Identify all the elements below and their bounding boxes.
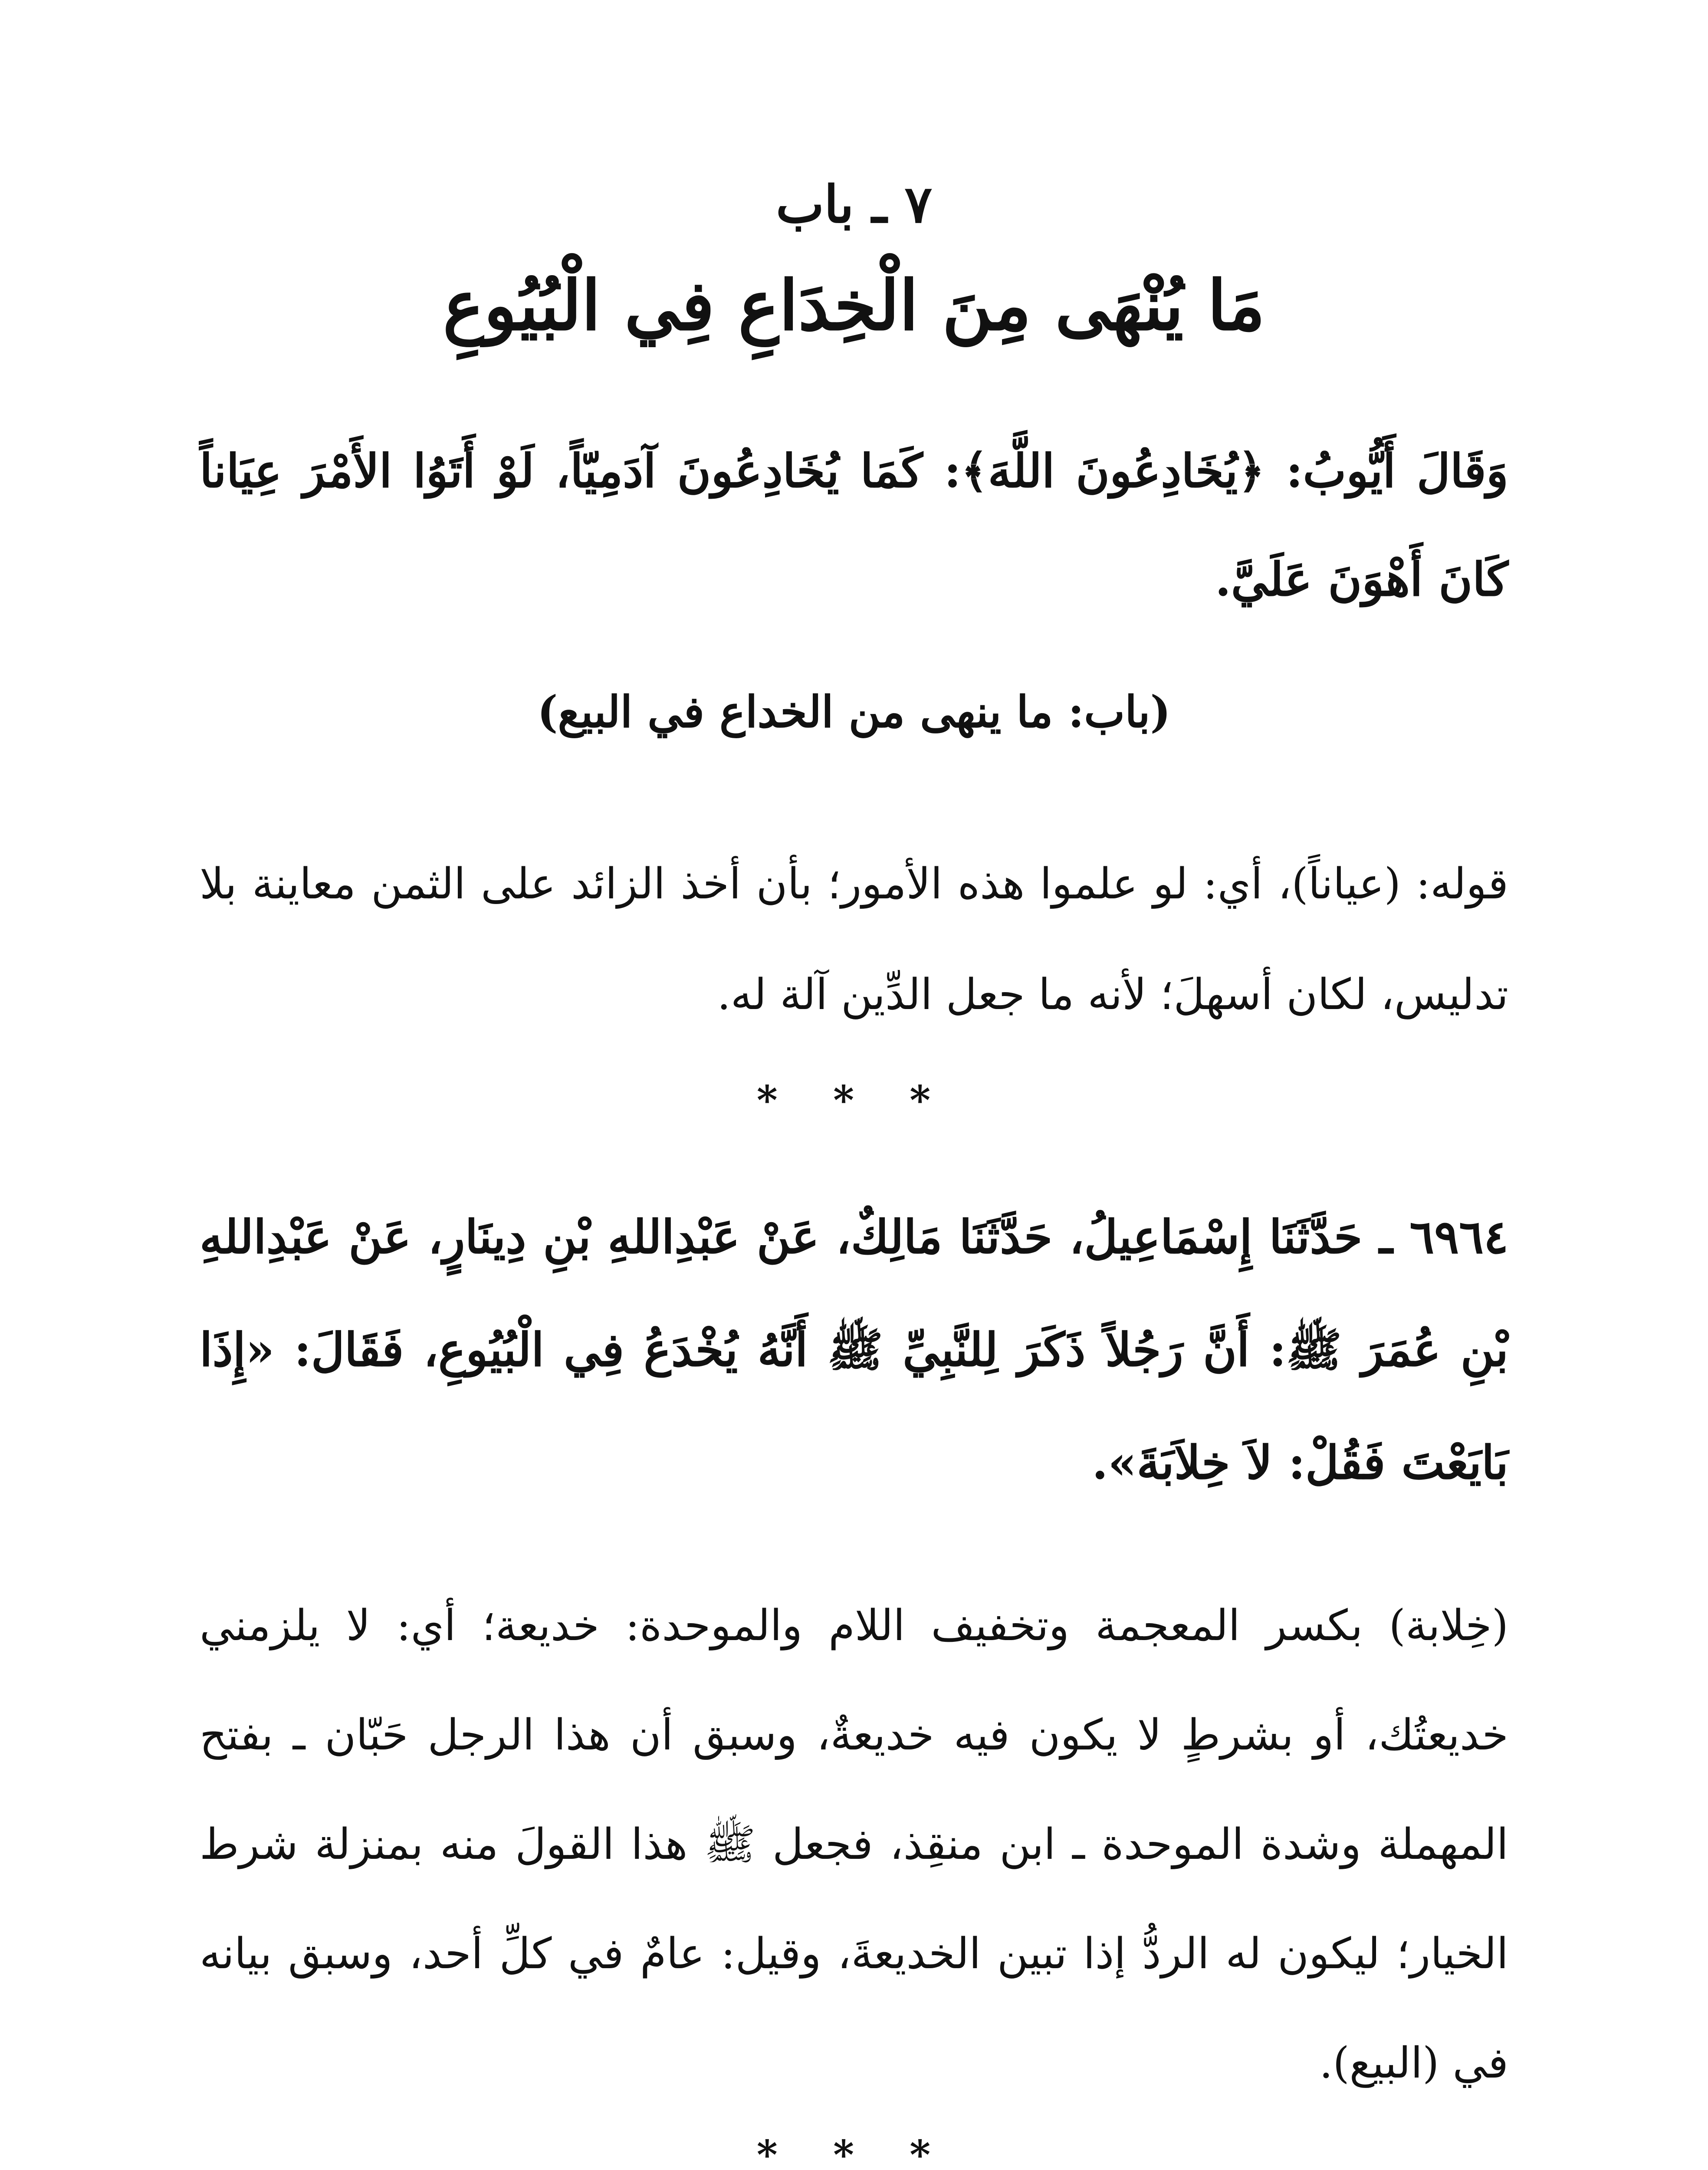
intro-paragraph: وَقَالَ أَيُّوبُ: ﴿يُخَادِعُونَ اللَّهَ﴾: كَمَا يُخَادِعُونَ آدَمِيّاً، لَوْ أَتَوُا الأَمْرَ عِيَاناً كَانَ أَهْوَنَ عَلَيَّ. xyxy=(200,444,1508,606)
hadith-paragraph: ٦٩٦٤ ـ حَدَّثَنَا إِسْمَاعِيلُ، حَدَّثَنَا مَالِكٌ، عَنْ عَبْدِاللهِ بْنِ دِينَارٍ، عَنْ عَبْدِاللهِ بْنِ عُمَرَ ﷺ: أَنَّ رَجُلاً ذَكَرَ لِلنَّبِيِّ ﷺ أَنَّهُ يُخْدَعُ فِي الْبُيُوعِ، فَقَالَ: «إِذَا بَايَعْتَ فَقُلْ: لاَ خِلاَبَةَ». xyxy=(200,1210,1508,1489)
commentary-paragraph: قوله: (عياناً)، أي: لو علموا هذه الأمور؛ بأن أخذ الزائد على الثمن معاينة بلا تدليس، لكان أسهلَ؛ لأنه ما جعل الدِّين آلة له. xyxy=(200,859,1508,1019)
explanation-paragraph: (خِلابة) بكسر المعجمة وتخفيف اللام والموحدة: خديعة؛ أي: لا يلزمني خديعتُك، أو بشرطٍ لا يكون فيه خديعةٌ، وسبق أن هذا الرجل حَبّان ـ بفتح المهملة وشدة الموحدة ـ ابن منقِذ، فجعل ﷺ هذا القولَ منه بمنزلة شرط الخيار؛ ليكون له الردُّ إذا تبين الخديعةَ، وقيل: عامٌ في كلِّ أحد، وسبق بيانه في (البيع). xyxy=(200,1601,1508,2088)
section-separator-end: * * * xyxy=(756,2131,952,2170)
section-separator: * * * xyxy=(756,1077,952,1124)
commentary-heading: (باب: ما ينهى من الخداع في البيع) xyxy=(537,686,1171,737)
chapter-title: مَا يُنْهَى مِنَ الْخِدَاعِ فِي الْبُيُوعِ xyxy=(443,266,1265,346)
chapter-number: ٧ ـ باب xyxy=(775,174,932,234)
